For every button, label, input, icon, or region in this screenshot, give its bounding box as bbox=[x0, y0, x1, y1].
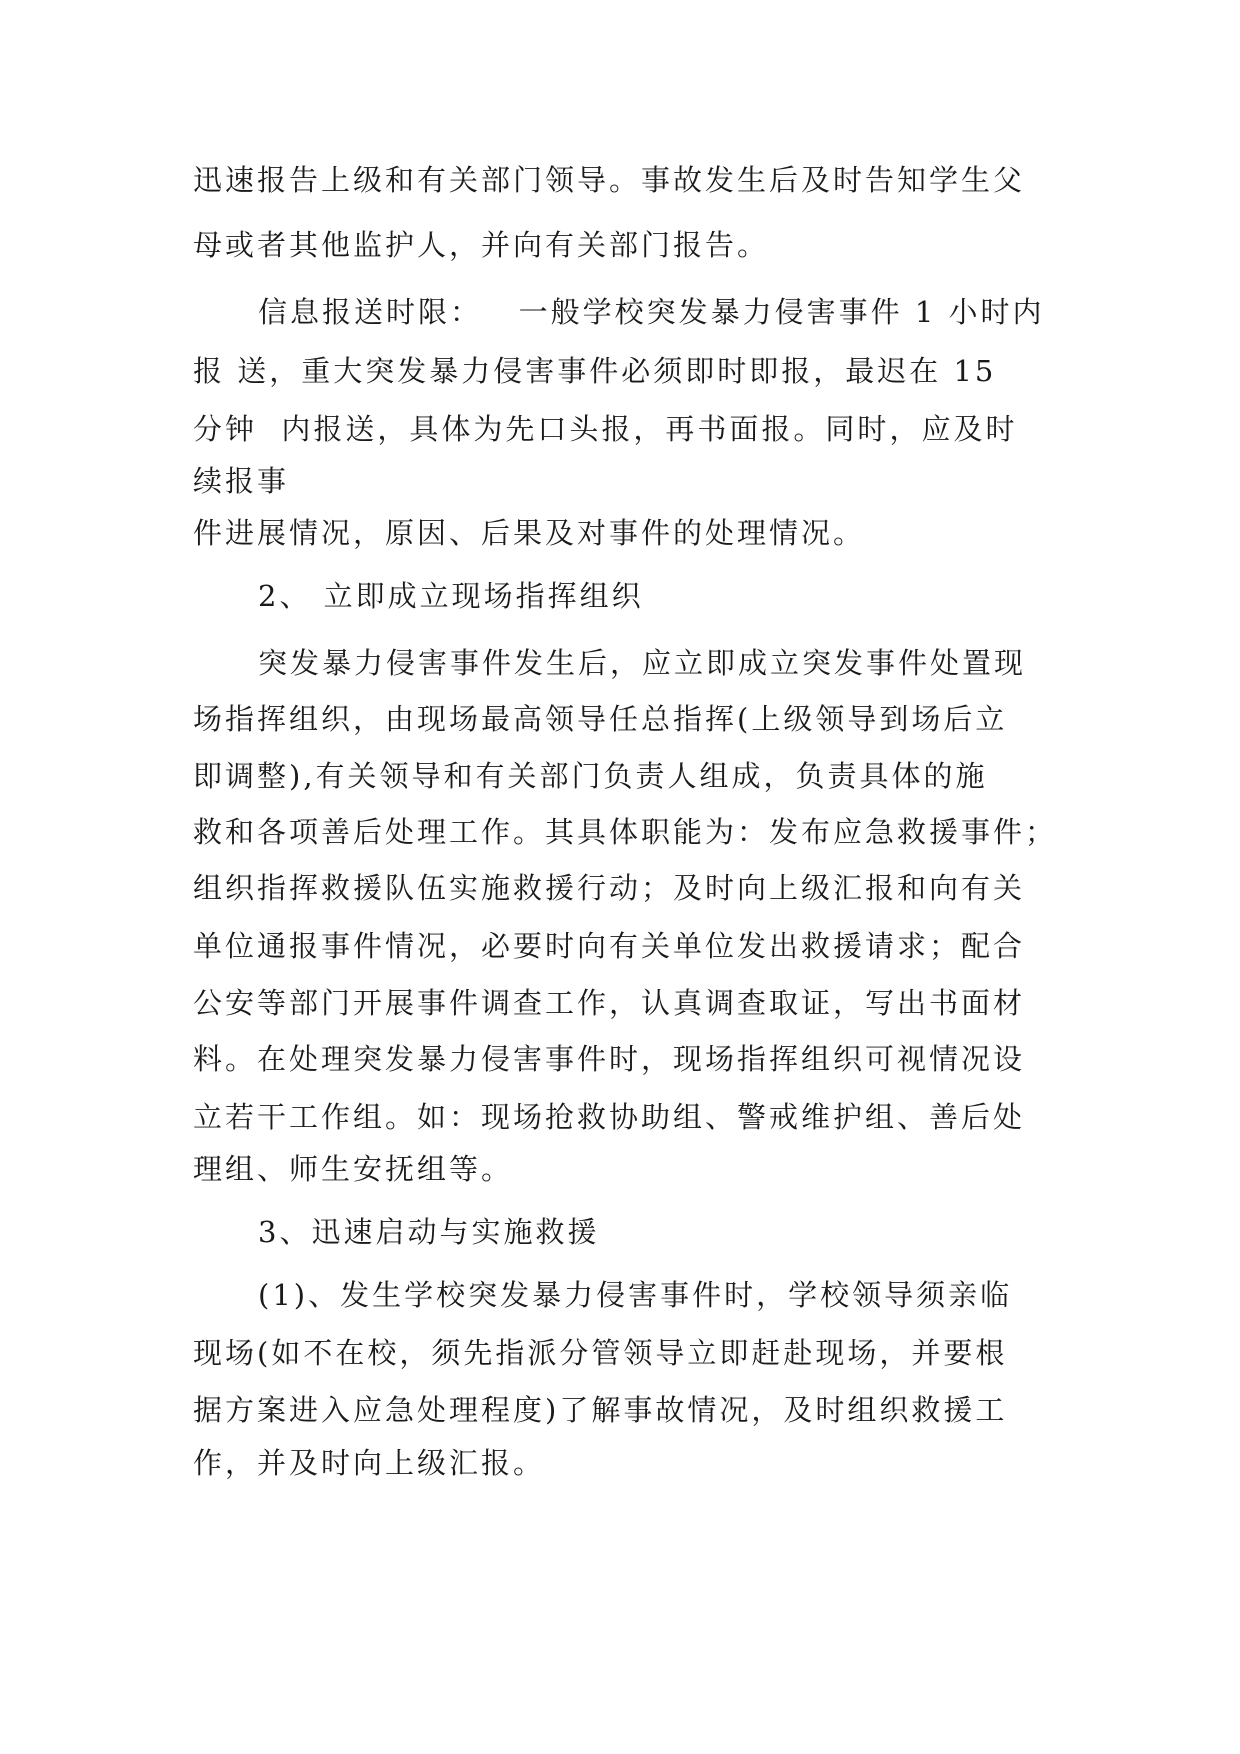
paragraph-line: 母或者其他监护人，并向有关部门报告。 bbox=[193, 228, 770, 262]
paragraph-line: 分钟 内报送，具体为先口头报，再书面报。同时，应及时 bbox=[193, 412, 1018, 446]
paragraph-line: 据方案进入应急处理程度)了解事故情况，及时组织救援工 bbox=[193, 1393, 1008, 1427]
paragraph-line: 理组、师生安抚组等。 bbox=[193, 1152, 514, 1186]
paragraph-line: (1)、发生学校突发暴力侵害事件时，学校领导须亲临 bbox=[258, 1278, 1013, 1312]
paragraph-line: 信息报送时限： 一般学校突发暴力侵害事件 1 小时内 bbox=[258, 295, 1045, 329]
paragraph-line: 场指挥组织，由现场最高领导任总指挥(上级领导到场后立 bbox=[193, 702, 1008, 736]
paragraph-line: 单位通报事件情况，必要时向有关单位发出救援请求；配合 bbox=[193, 929, 1026, 963]
paragraph-line: 续报事 bbox=[193, 464, 290, 498]
paragraph-line: 救和各项善后处理工作。其具体职能为：发布应急救援事件； bbox=[193, 815, 1058, 849]
paragraph-line: 即调整),有关领导和有关部门负责人组成，负责具体的施 bbox=[193, 759, 988, 793]
section-heading: 2、 立即成立现场指挥组织 bbox=[258, 579, 644, 613]
paragraph-line: 组织指挥救援队伍实施救援行动；及时向上级汇报和向有关 bbox=[193, 871, 1026, 905]
section-heading: 3、迅速启动与实施救援 bbox=[258, 1215, 600, 1249]
paragraph-line: 作，并及时向上级汇报。 bbox=[193, 1446, 546, 1480]
paragraph-line: 料。在处理突发暴力侵害事件时，现场指挥组织可视情况设 bbox=[193, 1042, 1026, 1076]
paragraph-line: 突发暴力侵害事件发生后，应立即成立突发事件处置现 bbox=[258, 646, 1027, 680]
paragraph-line: 件进展情况，原因、后果及对事件的处理情况。 bbox=[193, 516, 866, 550]
paragraph-line: 迅速报告上级和有关部门领导。事故发生后及时告知学生父 bbox=[193, 163, 1026, 197]
paragraph-line: 立若干工作组。如：现场抢救协助组、警戒维护组、善后处 bbox=[193, 1100, 1026, 1134]
paragraph-line: 现场(如不在校，须先指派分管领导立即赶赴现场，并要根 bbox=[193, 1336, 1008, 1370]
paragraph-line: 公安等部门开展事件调查工作，认真调查取证，写出书面材 bbox=[193, 986, 1026, 1020]
paragraph-line: 报 送，重大突发暴力侵害事件必须即时即报，最迟在 15 bbox=[193, 354, 997, 388]
